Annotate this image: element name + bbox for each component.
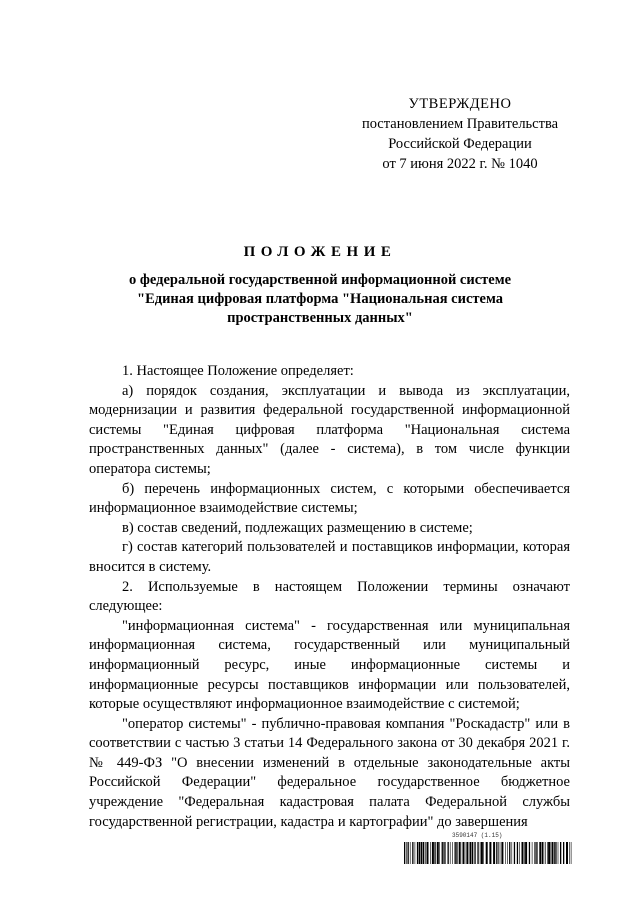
document-code: 3590147 (1.15) xyxy=(452,832,503,839)
document-body xyxy=(89,362,570,832)
approval-stamp xyxy=(340,94,580,174)
paragraph: "информационная система" - государственная или муниципальная информационная система, государственный или муниципальный информационный ресурс, иные информационные системы и информационные ресурсы поставщиков информации или пользователей, которые осуществляют информационное взаимодействие с системой; xyxy=(89,617,570,713)
paragraph: г) состав категорий пользователей и поставщиков информации, которая вносится в систему. xyxy=(89,539,570,575)
subtitle-line-2: "Единая цифровая платформа "Национальная система xyxy=(137,291,503,307)
approval-line-1: постановлением Правительства xyxy=(361,116,559,132)
paragraph: "оператор системы" - публично-правовая компания "Роскадастр" или в соответствии с частью 3 статьи 14 Федерального закона от 30 декабря 2021 г. № 449-ФЗ "О внесении изменений в отдельные законодательные акты Российской Федерации" федеральное государственное бюджетное учреждение "Федеральная кадастровая палата Федеральной службы государственной регистрации, кадастра и картографии" до завершения xyxy=(89,715,570,830)
approval-line-3: от 7 июня 2022 г. № 1040 xyxy=(382,156,538,172)
document-heading: ПОЛОЖЕНИЕ xyxy=(243,244,397,260)
document-title-block xyxy=(80,242,560,328)
subtitle-line-1: о федеральной государственной информационной системе xyxy=(128,272,512,288)
paragraph: 2. Используемые в настоящем Положении термины означают следующее: xyxy=(89,578,570,615)
paragraph: б) перечень информационных систем, с которыми обеспечивается информационное взаимодействие системы; xyxy=(89,480,570,517)
paragraph: а) порядок создания, эксплуатации и вывода из эксплуатации, модернизации и развития федеральной государственной информационной системы "Единая цифровая платформа "Национальная система пространственных данных" (далее - система), в том числе функции оператора системы; xyxy=(89,382,570,477)
approval-title: УТВЕРЖДЕНО xyxy=(408,96,512,112)
paragraph: в) состав сведений, подлежащих размещению в системе; xyxy=(122,519,473,536)
paragraph: 1. Настоящее Положение определяет: xyxy=(122,363,354,379)
subtitle-line-3: пространственных данных" xyxy=(227,310,413,326)
barcode xyxy=(404,842,572,864)
approval-line-2: Российской Федерации xyxy=(388,136,532,152)
